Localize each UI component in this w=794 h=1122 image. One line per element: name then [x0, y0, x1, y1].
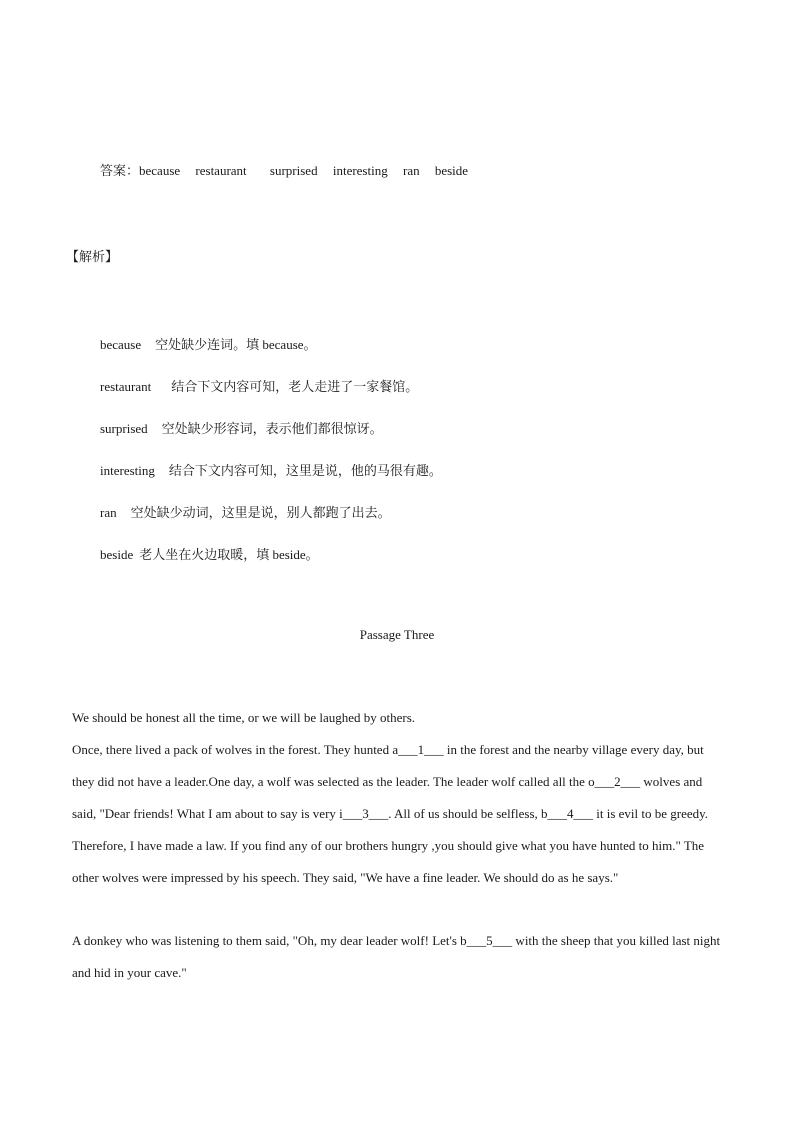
passage-paragraph: We should be honest all the time, or we will be laughed by others.	[72, 710, 416, 725]
analysis-item	[100, 502, 391, 521]
answer-word: because	[139, 163, 181, 178]
analysis-item	[100, 418, 383, 437]
passage-paragraph: Once, there lived a pack of wolves in the forest. They hunted a___1___ in the forest and the nearby village every day, but they did not have a leader.One day, a wolf was selected as the leader. The leader wolf called all the o___2___ wolves and said, "Dear friends! What I am about to say is very i___3___. All of us should be selfless, b___4___ it is evil to be greedy. Therefore, I have made a law. If you find any of our brothers hungry ,you should give what you have hunted to him." The other wolves were impressed by his speech. They said, "We have a fine leader. We should do as he says."	[72, 742, 709, 885]
analysis-explanation: 结合下文内容可知，这里是说，他的马很有趣。	[168, 463, 442, 478]
analysis-item	[100, 376, 418, 395]
answer-word: interesting	[332, 163, 388, 178]
analysis-explanation: 空处缺少连词。填 because。	[155, 337, 317, 352]
analysis-explanation: 空处缺少动词，这里是说，别人都跑了出去。	[130, 505, 391, 520]
analysis-term: surprised	[100, 421, 148, 436]
analysis-explanation: 空处缺少形容词，表示他们都很惊讶。	[161, 421, 383, 436]
answer-word: ran	[402, 163, 420, 178]
analysis-term: ran	[100, 505, 117, 520]
answer-word: beside	[434, 163, 469, 178]
analysis-term: because	[100, 337, 142, 352]
analysis-header: 【解析】	[66, 249, 119, 264]
passage-paragraph: A donkey who was listening to them said, "Oh, my dear leader wolf! Let's b___5___ with the sheep that you killed last night and hid in your cave."	[72, 933, 721, 980]
answer-label: 答案：	[100, 163, 140, 178]
analysis-item	[100, 544, 319, 563]
answer-line	[100, 160, 468, 179]
analysis-term: interesting	[100, 463, 155, 478]
analysis-term: beside	[100, 547, 134, 562]
analysis-item	[100, 334, 317, 353]
passage-title: Passage Three	[359, 627, 435, 642]
analysis-term: restaurant	[100, 379, 152, 394]
analysis-item	[100, 460, 442, 479]
answer-word: surprised	[269, 163, 318, 178]
answer-word: restaurant	[195, 163, 247, 178]
analysis-explanation: 老人坐在火边取暖，填 beside。	[139, 547, 319, 562]
analysis-explanation: 结合下文内容可知，老人走进了一家餐馆。	[171, 379, 419, 394]
